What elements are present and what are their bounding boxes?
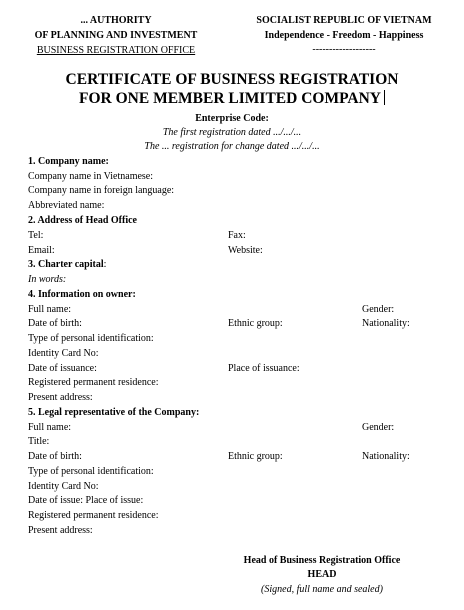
owner-present-address: Present address: bbox=[28, 392, 93, 403]
rep-title: Title: bbox=[28, 436, 50, 447]
owner-gender: Gender: bbox=[362, 304, 395, 315]
rep-issue: Date of issue: Place of issue: bbox=[28, 495, 144, 506]
signature-office: Head of Business Registration Office bbox=[243, 555, 401, 566]
signature-head: HEAD bbox=[307, 569, 337, 580]
section4-heading: 4. Information on owner: bbox=[28, 289, 136, 300]
company-name-foreign: Company name in foreign language: bbox=[28, 185, 175, 196]
enterprise-code-label: Enterprise Code: bbox=[195, 113, 269, 124]
owner-dob: Date of birth: bbox=[28, 318, 82, 329]
rep-present-address: Present address: bbox=[28, 525, 93, 536]
owner-nationality: Nationality: bbox=[362, 318, 410, 329]
abbreviated-name: Abbreviated name: bbox=[28, 200, 105, 211]
rep-id-type: Type of personal identification: bbox=[28, 466, 154, 477]
rep-full-name: Full name: bbox=[28, 422, 72, 433]
motto-line: Independence - Freedom - Happiness bbox=[264, 30, 424, 41]
owner-full-name: Full name: bbox=[28, 304, 72, 315]
change-registration: The ... registration for change dated .../.../... bbox=[144, 141, 320, 152]
owner-id-card: Identity Card No: bbox=[28, 348, 99, 359]
text-cursor bbox=[384, 90, 385, 105]
section1-heading: 1. Company name: bbox=[28, 156, 109, 167]
tel-label: Tel: bbox=[28, 230, 44, 241]
republic-line: SOCIALIST REPUBLIC OF VIETNAM bbox=[256, 15, 432, 26]
rep-ethnic: Ethnic group: bbox=[228, 451, 283, 462]
first-registration: The first registration dated .../.../... bbox=[162, 127, 302, 138]
owner-id-type: Type of personal identification: bbox=[28, 333, 154, 344]
certificate-title-line1: CERTIFICATE OF BUSINESS REGISTRATION bbox=[65, 71, 399, 88]
rep-id-card: Identity Card No: bbox=[28, 481, 99, 492]
owner-ethnic: Ethnic group: bbox=[228, 318, 283, 329]
owner-issuance-date: Date of issuance: bbox=[28, 363, 97, 374]
rep-dob: Date of birth: bbox=[28, 451, 82, 462]
rep-gender: Gender: bbox=[362, 422, 395, 433]
fax-label: Fax: bbox=[228, 230, 246, 241]
ministry-line: OF PLANNING AND INVESTMENT bbox=[34, 30, 198, 41]
owner-residence: Registered permanent residence: bbox=[28, 377, 159, 388]
signature-note: (Signed, full name and sealed) bbox=[261, 584, 383, 595]
rep-nationality: Nationality: bbox=[362, 451, 410, 462]
company-name-vietnamese: Company name in Vietnamese: bbox=[28, 171, 154, 182]
website-label: Website: bbox=[228, 245, 263, 256]
authority-line: ... AUTHORITY bbox=[80, 15, 152, 26]
office-line: BUSINESS REGISTRATION OFFICE bbox=[36, 45, 196, 56]
rep-residence: Registered permanent residence: bbox=[28, 510, 159, 521]
section5-heading: 5. Legal representative of the Company: bbox=[28, 407, 200, 418]
in-words-label: In words: bbox=[28, 274, 67, 285]
section2-heading: 2. Address of Head Office bbox=[28, 215, 137, 226]
email-label: Email: bbox=[28, 245, 55, 256]
motto-divider: ------------------- bbox=[312, 44, 376, 55]
owner-issuance-place: Place of issuance: bbox=[228, 363, 300, 374]
section3-heading: 3. Charter capital: bbox=[28, 259, 107, 270]
certificate-title-line2: FOR ONE MEMBER LIMITED COMPANY bbox=[0, 89, 464, 108]
